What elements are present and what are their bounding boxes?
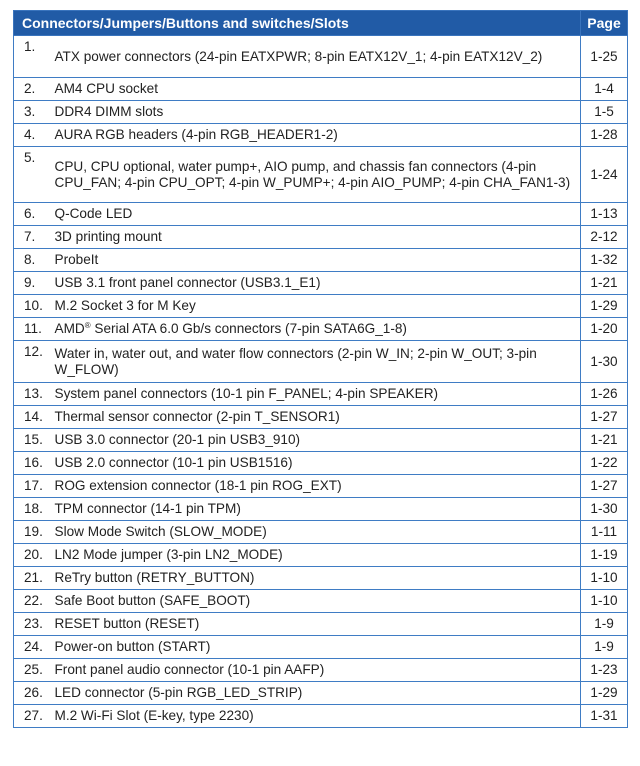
row-page: 1-30 <box>581 341 628 383</box>
table-row <box>14 498 628 521</box>
row-description: LN2 Mode jumper (3-pin LN2_MODE) <box>51 544 581 567</box>
row-page: 1-10 <box>581 567 628 590</box>
row-page: 1-27 <box>581 475 628 498</box>
row-page: 1-4 <box>581 78 628 101</box>
row-description: System panel connectors (10-1 pin F_PANEL; 4-pin SPEAKER) <box>51 383 581 406</box>
row-page: 1-9 <box>581 636 628 659</box>
row-description: M.2 Socket 3 for M Key <box>51 295 581 318</box>
table-row <box>14 544 628 567</box>
row-description: USB 3.0 connector (20-1 pin USB3_910) <box>51 429 581 452</box>
row-number: 26. <box>14 682 51 705</box>
row-number: 22. <box>14 590 51 613</box>
header-page: Page <box>581 11 628 36</box>
table-row <box>14 567 628 590</box>
row-page: 1-27 <box>581 406 628 429</box>
row-number: 23. <box>14 613 51 636</box>
table-row <box>14 682 628 705</box>
row-number: 5. <box>14 147 51 203</box>
table-row <box>14 226 628 249</box>
row-page: 1-22 <box>581 452 628 475</box>
table-row <box>14 475 628 498</box>
row-description <box>51 318 581 341</box>
row-page: 1-29 <box>581 295 628 318</box>
table-row <box>14 203 628 226</box>
row-description: ReTry button (RETRY_BUTTON) <box>51 567 581 590</box>
row-page: 1-10 <box>581 590 628 613</box>
row-description: ROG extension connector (18-1 pin ROG_EXT) <box>51 475 581 498</box>
row-description: Front panel audio connector (10-1 pin AAFP) <box>51 659 581 682</box>
row-page: 1-19 <box>581 544 628 567</box>
table-row <box>14 318 628 341</box>
table-row <box>14 613 628 636</box>
connectors-table-container <box>13 10 627 728</box>
row-number: 2. <box>14 78 51 101</box>
row-description: DDR4 DIMM slots <box>51 101 581 124</box>
row-description-prefix: AMD <box>54 321 85 336</box>
row-page: 1-20 <box>581 318 628 341</box>
row-page: 1-23 <box>581 659 628 682</box>
table-row <box>14 705 628 728</box>
row-description: AURA RGB headers (4-pin RGB_HEADER1-2) <box>51 124 581 147</box>
row-page: 1-25 <box>581 36 628 78</box>
row-number: 17. <box>14 475 51 498</box>
row-number: 11. <box>14 318 51 341</box>
row-page: 1-29 <box>581 682 628 705</box>
table-row <box>14 636 628 659</box>
table-row <box>14 406 628 429</box>
row-number: 1. <box>14 36 51 78</box>
row-page: 1-24 <box>581 147 628 203</box>
row-number: 12. <box>14 341 51 383</box>
row-number: 4. <box>14 124 51 147</box>
table-row <box>14 36 628 78</box>
table-row <box>14 249 628 272</box>
row-description: AM4 CPU socket <box>51 78 581 101</box>
row-description: CPU, CPU optional, water pump+, AIO pump, and chassis fan connectors (4-pin CPU_FAN; 4-pin CPU_OPT; 4-pin W_PUMP+; 4-pin AIO_PUMP; 4-pin CHA_FAN1-3) <box>51 147 581 203</box>
table-row <box>14 272 628 295</box>
row-description-suffix: Serial ATA 6.0 Gb/s connectors (7-pin SATA6G_1-8) <box>90 321 407 336</box>
row-description: Power-on button (START) <box>51 636 581 659</box>
row-number: 9. <box>14 272 51 295</box>
row-number: 19. <box>14 521 51 544</box>
row-number: 13. <box>14 383 51 406</box>
row-number: 14. <box>14 406 51 429</box>
row-page: 1-21 <box>581 429 628 452</box>
table-row <box>14 78 628 101</box>
row-description: ATX power connectors (24-pin EATXPWR; 8-pin EATX12V_1; 4-pin EATX12V_2) <box>51 36 581 78</box>
row-page: 1-31 <box>581 705 628 728</box>
row-number: 18. <box>14 498 51 521</box>
table-row <box>14 124 628 147</box>
row-description: Water in, water out, and water flow connectors (2-pin W_IN; 2-pin W_OUT; 3-pin W_FLOW) <box>51 341 581 383</box>
row-number: 10. <box>14 295 51 318</box>
table-row <box>14 659 628 682</box>
row-description: 3D printing mount <box>51 226 581 249</box>
table-row <box>14 295 628 318</box>
row-description: TPM connector (14-1 pin TPM) <box>51 498 581 521</box>
row-page: 1-5 <box>581 101 628 124</box>
row-number: 24. <box>14 636 51 659</box>
table-row <box>14 429 628 452</box>
row-description: ProbeIt <box>51 249 581 272</box>
row-number: 20. <box>14 544 51 567</box>
table-row <box>14 590 628 613</box>
table-row <box>14 452 628 475</box>
table-row <box>14 521 628 544</box>
registered-mark: ® <box>84 321 91 330</box>
row-page: 1-21 <box>581 272 628 295</box>
row-description: USB 2.0 connector (10-1 pin USB1516) <box>51 452 581 475</box>
row-description: Slow Mode Switch (SLOW_MODE) <box>51 521 581 544</box>
row-page: 1-28 <box>581 124 628 147</box>
row-number: 21. <box>14 567 51 590</box>
row-number: 25. <box>14 659 51 682</box>
table-row <box>14 341 628 383</box>
table-row <box>14 101 628 124</box>
connectors-table <box>13 10 628 728</box>
row-description: Safe Boot button (SAFE_BOOT) <box>51 590 581 613</box>
row-number: 6. <box>14 203 51 226</box>
header-title: Connectors/Jumpers/Buttons and switches/Slots <box>14 11 581 36</box>
row-description: M.2 Wi-Fi Slot (E-key, type 2230) <box>51 705 581 728</box>
row-number: 16. <box>14 452 51 475</box>
row-description: Q-Code LED <box>51 203 581 226</box>
row-page: 1-30 <box>581 498 628 521</box>
row-description: LED connector (5-pin RGB_LED_STRIP) <box>51 682 581 705</box>
row-description: Thermal sensor connector (2-pin T_SENSOR1) <box>51 406 581 429</box>
row-number: 8. <box>14 249 51 272</box>
row-page: 1-11 <box>581 521 628 544</box>
row-description: RESET button (RESET) <box>51 613 581 636</box>
table-header-row <box>14 11 628 36</box>
row-page: 1-13 <box>581 203 628 226</box>
row-page: 1-9 <box>581 613 628 636</box>
row-number: 15. <box>14 429 51 452</box>
table-row <box>14 147 628 203</box>
row-description: USB 3.1 front panel connector (USB3.1_E1) <box>51 272 581 295</box>
row-page: 1-26 <box>581 383 628 406</box>
row-number: 7. <box>14 226 51 249</box>
row-number: 27. <box>14 705 51 728</box>
row-page: 1-32 <box>581 249 628 272</box>
row-number: 3. <box>14 101 51 124</box>
row-page: 2-12 <box>581 226 628 249</box>
table-row <box>14 383 628 406</box>
